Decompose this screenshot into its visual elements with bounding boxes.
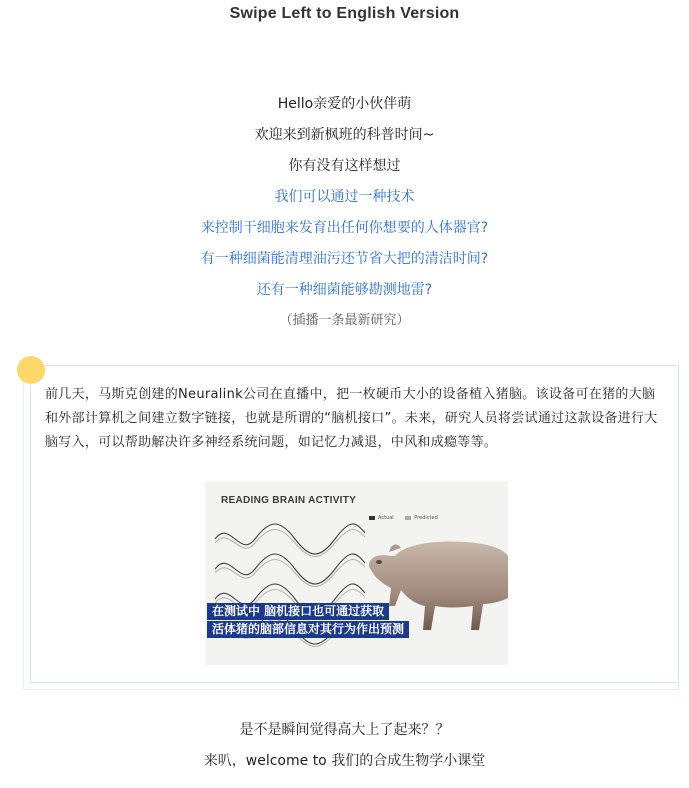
outro-section — [0, 719, 689, 781]
video-legend — [369, 515, 448, 521]
page-title: Swipe Left to English Version — [229, 5, 460, 22]
video-title: READING BRAIN ACTIVITY — [221, 495, 357, 506]
video-thumbnail[interactable] — [205, 481, 508, 665]
legend-predicted: Predicted — [414, 515, 438, 521]
intro-line-highlight: 我们可以通过一种技术 — [274, 189, 415, 205]
yellow-dot-icon — [17, 356, 45, 384]
intro-line-highlight: 来控制干细胞来发育出任何你想要的人体器官? — [200, 220, 489, 236]
video-subtitle: 活体猪的脑部信息对其行为作出预测 — [207, 621, 409, 638]
outro-line: 来叭，welcome to 我们的合成生物学小课堂 — [203, 753, 486, 769]
intro-section — [0, 93, 689, 341]
intro-line-highlight: 有一种细菌能清理油污还节省大把的清洁时间? — [200, 251, 489, 267]
video-subtitle: 在测试中 脑机接口也可通过获取 — [207, 603, 389, 620]
outro-line: 是不是瞬间觉得高大上了起来？？ — [239, 722, 450, 738]
intro-line: 欢迎来到新枫班的科普时间~ — [254, 127, 435, 143]
news-paragraph: 前几天，马斯克创建的Neuralink公司在直播中，把一枚硬币大小的设备植入猪脑。该设备可在猪的大脑和外部计算机之间建立数字链接，也就是所谓的“脑机接口”。未来，研究人员将尝试通过这款设备进行大脑写入，可以帮助解决许多神经系统问题，如记忆力减退，中风和成瘾等等。 — [45, 387, 658, 450]
intro-line: 你有没有这样想过 — [288, 158, 401, 174]
legend-actual: Actual — [378, 515, 394, 521]
intro-note: （插播一条最新研究） — [279, 313, 410, 328]
intro-line-highlight: 还有一种细菌能够勘测地雷? — [256, 282, 433, 298]
intro-line: Hello亲爱的小伙伴萌 — [277, 96, 412, 112]
